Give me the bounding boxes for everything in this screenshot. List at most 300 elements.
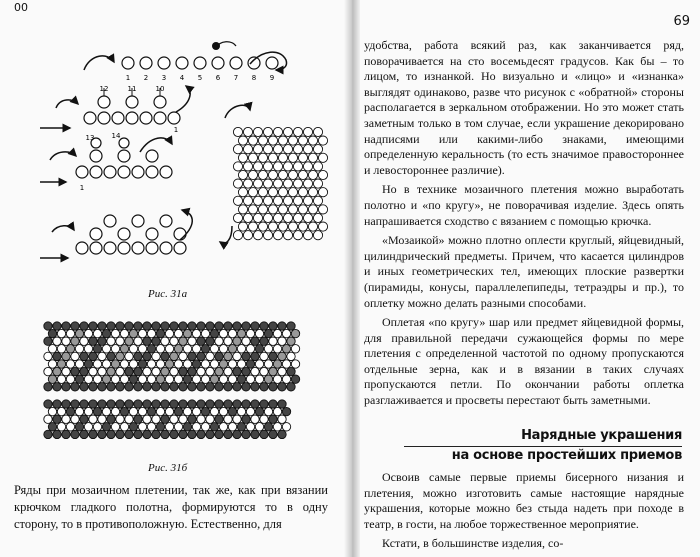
band1-bead (179, 383, 187, 391)
band1-bead (71, 322, 79, 330)
row1-num-7: 7 (233, 74, 239, 82)
band2-bead (161, 430, 169, 438)
band1-bead (291, 375, 299, 383)
band1-bead (246, 360, 254, 368)
band2-bead (98, 400, 106, 408)
band2-bead (215, 415, 223, 423)
band1-bead (129, 329, 137, 337)
band1-bead (161, 337, 169, 345)
band2-bead (134, 430, 142, 438)
band1-bead (44, 322, 52, 330)
panel-bead (283, 196, 292, 205)
band1-bead (269, 322, 277, 330)
band2-bead (75, 423, 83, 431)
band1-bead (188, 383, 196, 391)
band2-bead (71, 430, 79, 438)
band2-bead (183, 407, 191, 415)
band1-bead (156, 360, 164, 368)
band1-bead (165, 360, 173, 368)
panel-bead (298, 153, 307, 162)
band1-bead (237, 345, 245, 353)
band1-bead (98, 322, 106, 330)
band1-bead (188, 352, 196, 360)
band1-bead (143, 337, 151, 345)
band2-bead (71, 400, 79, 408)
band1-bead (242, 352, 250, 360)
band1-bead (89, 383, 97, 391)
band1-bead (75, 360, 83, 368)
band1-bead (48, 329, 56, 337)
band1-bead (179, 322, 187, 330)
band2-bead (62, 415, 70, 423)
row2-num-11: 11 (127, 85, 137, 93)
panel-bead (293, 196, 302, 205)
band2-bead (242, 400, 250, 408)
band1-bead (84, 375, 92, 383)
panel-bead (293, 213, 302, 222)
band1-bead (188, 337, 196, 345)
band1-bead (48, 375, 56, 383)
band2-bead (138, 407, 146, 415)
band2-bead (107, 415, 115, 423)
band1-bead (255, 360, 263, 368)
band1-bead (111, 329, 119, 337)
panel-bead (263, 196, 272, 205)
band2-bead (174, 407, 182, 415)
band1-bead (107, 337, 115, 345)
band2-bead (143, 400, 151, 408)
panel-bead (258, 170, 267, 179)
band2-bead (165, 407, 173, 415)
band1-bead (57, 360, 65, 368)
panel-bead (278, 188, 287, 197)
band1-bead (255, 375, 263, 383)
panel-bead (313, 145, 322, 154)
panel-bead (263, 162, 272, 171)
panel-bead (303, 196, 312, 205)
band1-bead (206, 352, 214, 360)
panel-bead (313, 179, 322, 188)
band2-bead (143, 415, 151, 423)
band1-bead (98, 383, 106, 391)
band1-bead (134, 322, 142, 330)
band1-bead (278, 352, 286, 360)
panel-bead (308, 153, 317, 162)
band1-bead (197, 367, 205, 375)
band1-bead (215, 337, 223, 345)
panel-bead (278, 205, 287, 214)
row1-num-1: 1 (125, 74, 131, 82)
band1-bead (75, 329, 83, 337)
band2-bead (161, 400, 169, 408)
panel-bead (298, 222, 307, 231)
band2-bead (75, 407, 83, 415)
band2-bead (210, 423, 218, 431)
panel-bead (283, 145, 292, 154)
band2-bead (57, 407, 65, 415)
band1-bead (66, 345, 74, 353)
band1-bead (152, 322, 160, 330)
panel-bead (293, 231, 302, 240)
band2-bead (224, 430, 232, 438)
band2-bead (206, 415, 214, 423)
heading-line-2: на основе простейших приемов (451, 448, 682, 463)
band1-bead (183, 329, 191, 337)
band1-bead (107, 322, 115, 330)
right-page-number: 69 (673, 14, 690, 29)
band2-bead (89, 415, 97, 423)
band1-bead (282, 329, 290, 337)
band1-bead (138, 360, 146, 368)
band2-bead (129, 407, 137, 415)
band1-bead (219, 375, 227, 383)
band1-bead (246, 375, 254, 383)
panel-bead (293, 127, 302, 136)
band2-bead (134, 415, 142, 423)
band1-bead (233, 352, 241, 360)
right-page (352, 0, 700, 557)
band1-bead (80, 337, 88, 345)
band1-bead (62, 352, 70, 360)
band1-bead (251, 367, 259, 375)
band1-bead (224, 352, 232, 360)
panel-bead (233, 213, 242, 222)
panel-bead (238, 153, 247, 162)
band2-bead (260, 430, 268, 438)
band1-bead (278, 383, 286, 391)
diagram-row-1 (84, 42, 287, 82)
panel-bead (258, 222, 267, 231)
band1-bead (260, 367, 268, 375)
panel-bead (258, 188, 267, 197)
band1-bead (264, 375, 272, 383)
panel-bead (308, 170, 317, 179)
band2-bead (125, 415, 133, 423)
band1-bead (57, 345, 65, 353)
band1-bead (116, 322, 124, 330)
band1-bead (287, 352, 295, 360)
band1-bead (197, 383, 205, 391)
panel-bead (283, 179, 292, 188)
band1-bead (282, 375, 290, 383)
band1-bead (98, 337, 106, 345)
band1-bead (125, 337, 133, 345)
panel-bead (283, 213, 292, 222)
panel-bead (253, 196, 262, 205)
band1-bead (80, 367, 88, 375)
band1-bead (75, 345, 83, 353)
panel-bead (263, 213, 272, 222)
band1-bead (116, 352, 124, 360)
left-page-number: 00 (14, 1, 28, 14)
band1-bead (66, 329, 74, 337)
panel-bead (253, 145, 262, 154)
band1-bead (251, 322, 259, 330)
band1-bead (120, 329, 128, 337)
band2-bead (93, 407, 101, 415)
diagram-row-4 (40, 210, 192, 258)
panel-bead (233, 162, 242, 171)
panel-bead (288, 205, 297, 214)
band1-bead (264, 329, 272, 337)
panel-bead (278, 136, 287, 145)
band1-bead (102, 360, 110, 368)
band1-bead (287, 322, 295, 330)
band2-bead (237, 423, 245, 431)
band1-bead (80, 322, 88, 330)
band1-bead (287, 383, 295, 391)
band2-bead (48, 407, 56, 415)
panel-bead (238, 136, 247, 145)
band2-bead (156, 423, 164, 431)
panel-bead (248, 136, 257, 145)
band1-bead (80, 383, 88, 391)
band1-bead (143, 383, 151, 391)
band1-bead (282, 345, 290, 353)
panel-bead (283, 127, 292, 136)
band2-bead (269, 430, 277, 438)
band1-bead (228, 375, 236, 383)
band1-bead (134, 337, 142, 345)
band1-bead (165, 329, 173, 337)
panel-bead (248, 222, 257, 231)
band1-bead (251, 352, 259, 360)
band2-bead (53, 430, 61, 438)
band1-bead (273, 360, 281, 368)
band1-bead (192, 345, 200, 353)
panel-bead (238, 188, 247, 197)
band1-bead (111, 375, 119, 383)
band1-bead (138, 329, 146, 337)
band1-bead (224, 367, 232, 375)
band1-bead (174, 375, 182, 383)
panel-bead (243, 145, 252, 154)
row1-num-4: 4 (179, 74, 185, 82)
band2-bead (57, 423, 65, 431)
band2-bead (84, 423, 92, 431)
band1-bead (66, 360, 74, 368)
band1-bead (197, 322, 205, 330)
panel-bead (273, 196, 282, 205)
band1-bead (291, 345, 299, 353)
band2-bead (264, 423, 272, 431)
band1-bead (53, 383, 61, 391)
figure-31 (0, 0, 352, 480)
section-heading (364, 427, 682, 464)
band1-bead (152, 337, 160, 345)
panel-bead (313, 213, 322, 222)
band1-bead (273, 345, 281, 353)
panel-bead (308, 205, 317, 214)
band1-bead (152, 367, 160, 375)
band1-bead (215, 322, 223, 330)
band2-bead (233, 415, 241, 423)
band1-bead (71, 337, 79, 345)
panel-bead (253, 231, 262, 240)
band2-bead (120, 407, 128, 415)
band1-bead (93, 345, 101, 353)
band2-bead (107, 430, 115, 438)
left-body-text: Ряды при мозаичном плетении, так же, как при вязании крючком гладкого полотна, формируются то в одну сторону, то в противоположную. Естественно, для (14, 483, 328, 531)
band1-bead (179, 337, 187, 345)
band2-bead (93, 423, 101, 431)
panel-bead (318, 170, 327, 179)
panel-bead (288, 170, 297, 179)
band1-bead (116, 367, 124, 375)
band2-bead (80, 415, 88, 423)
band1-bead (125, 383, 133, 391)
row1-num-8: 8 (251, 74, 257, 82)
band1-bead (120, 375, 128, 383)
band2-bead (282, 407, 290, 415)
band1-bead (197, 352, 205, 360)
band1-bead (242, 337, 250, 345)
band1-bead (129, 345, 137, 353)
band1-bead (183, 375, 191, 383)
band1-bead (201, 329, 209, 337)
band2-bead (152, 400, 160, 408)
band1-bead (84, 345, 92, 353)
panel-bead (278, 222, 287, 231)
band2-bead (111, 407, 119, 415)
band2-bead (224, 400, 232, 408)
band1-bead (224, 337, 232, 345)
band1-bead (44, 352, 52, 360)
row1-num-5: 5 (197, 74, 203, 82)
panel-bead (243, 162, 252, 171)
panel-bead (303, 145, 312, 154)
band2-bead (197, 400, 205, 408)
band2-bead (116, 400, 124, 408)
band2-bead (278, 400, 286, 408)
band2-bead (152, 415, 160, 423)
band1-bead (201, 345, 209, 353)
band2-bead (188, 400, 196, 408)
band2-bead (188, 415, 196, 423)
band2-bead (152, 430, 160, 438)
band1-bead (210, 360, 218, 368)
band2-bead (134, 400, 142, 408)
band1-bead (80, 352, 88, 360)
band1-bead (53, 367, 61, 375)
panel-bead (268, 188, 277, 197)
row3-num-13: 13 (85, 134, 95, 142)
band1-bead (260, 322, 268, 330)
band1-bead (129, 375, 137, 383)
band2-bead (62, 400, 70, 408)
band1-bead (282, 360, 290, 368)
band1-bead (48, 345, 56, 353)
band1-bead (188, 322, 196, 330)
band1-bead (183, 345, 191, 353)
band2-bead (179, 415, 187, 423)
band1-bead (206, 322, 214, 330)
panel-bead (288, 153, 297, 162)
band1-bead (291, 329, 299, 337)
band2-bead (264, 407, 272, 415)
panel-bead (268, 136, 277, 145)
band2-bead (120, 423, 128, 431)
band1-bead (237, 360, 245, 368)
band2-bead (278, 415, 286, 423)
panel-bead (238, 205, 247, 214)
band1-bead (129, 360, 137, 368)
band1-bead (125, 352, 133, 360)
band2-bead (53, 415, 61, 423)
band2-bead (210, 407, 218, 415)
band2-bead (260, 415, 268, 423)
band1-bead (269, 383, 277, 391)
panel-bead (283, 162, 292, 171)
panel-bead (233, 231, 242, 240)
band2-bead (98, 415, 106, 423)
band1-bead (120, 345, 128, 353)
band1-bead (273, 329, 281, 337)
band1-bead (161, 322, 169, 330)
panel-bead (253, 127, 262, 136)
row1-num-2: 2 (143, 74, 149, 82)
band1-bead (111, 360, 119, 368)
band1-bead (210, 329, 218, 337)
band2-bead (165, 423, 173, 431)
band2-bead (201, 407, 209, 415)
paragraph: Освоив самые первые приемы бисерного низания и плетения, можно изготовить самые настоящие нарядные украшения, которые можно без стыда надеть при походе в театр, в гости, на любое торжественное мероприятие. (364, 470, 684, 531)
panel-bead (238, 170, 247, 179)
band2-bead (224, 415, 232, 423)
band2-bead (138, 423, 146, 431)
band1-bead (242, 322, 250, 330)
band1-bead (152, 352, 160, 360)
band1-bead (93, 329, 101, 337)
panel-bead (313, 196, 322, 205)
band1-bead (269, 337, 277, 345)
band1-bead (71, 367, 79, 375)
band1-bead (71, 352, 79, 360)
band2-bead (228, 423, 236, 431)
band1-bead (278, 322, 286, 330)
band1-bead (273, 375, 281, 383)
row1-num-9: 9 (269, 74, 275, 82)
paragraph: Но в технике мозаичного плетения можно выработать полотно и «по кругу», не поворачивая изделие. Здесь опять напрашивается сходство с вязанием с помощью крючка. (364, 182, 684, 228)
band1-bead (246, 345, 254, 353)
panel-bead (253, 179, 262, 188)
band2-bead (242, 430, 250, 438)
band2-bead (242, 415, 250, 423)
panel-bead (308, 222, 317, 231)
band1-bead (89, 352, 97, 360)
panel-bead (318, 153, 327, 162)
band1-bead (233, 383, 241, 391)
band2-bead (251, 415, 259, 423)
band2-bead (251, 400, 259, 408)
band1-bead (237, 375, 245, 383)
band2-bead (201, 423, 209, 431)
band1-bead (93, 375, 101, 383)
band1-bead (44, 383, 52, 391)
band1-bead (44, 337, 52, 345)
band2-bead (197, 415, 205, 423)
panel-bead (258, 136, 267, 145)
band2-bead (80, 430, 88, 438)
band1-bead (215, 352, 223, 360)
paragraph: Оплетая «по кругу» шар или предмет яйцевидной формы, для правильной передачи сужающейся формы по мере плетения с определенной частотой по одному пропускаются отдельные зерна, как и в вязании в таких случаях пропускаются петли. По окончании работы оплетка разглаживается и просветы перестают быть заметными. (364, 315, 684, 408)
band1-bead (255, 345, 263, 353)
band1-bead (260, 337, 268, 345)
band1-bead (233, 367, 241, 375)
band1-bead (206, 367, 214, 375)
band2-bead (206, 430, 214, 438)
band2-bead (84, 407, 92, 415)
